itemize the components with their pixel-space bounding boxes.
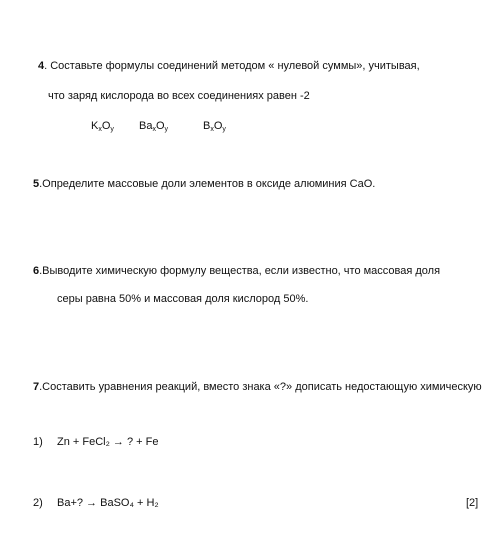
formula-kxoy — [91, 120, 114, 132]
equation-1-index: 1) — [33, 436, 43, 448]
q6-line2: серы равна 50% и массовая доля кислород 50%. — [57, 293, 309, 305]
equation-2 — [33, 497, 159, 509]
q6-text-1: .Выводите химическую формулу вещества, если известно, что массовая доля — [39, 265, 441, 277]
formula-element-4: O — [155, 120, 165, 132]
equation-1-text: Zn + FeCl₂ → ? + Fe — [57, 436, 159, 448]
formula-sub-2: y — [110, 126, 114, 133]
q5-line — [33, 178, 375, 190]
formula-element-5: B — [203, 120, 211, 132]
q4-line2: что заряд кислорода во всех соединениях равен -2 — [48, 90, 310, 102]
formula-element-6: O — [213, 120, 223, 132]
formula-element-2: O — [101, 120, 111, 132]
q4-number: 4 — [38, 60, 45, 72]
formula-sub-5: x — [210, 126, 214, 133]
formula-sub-1: x — [98, 126, 102, 133]
formula-sub-6: y — [222, 126, 226, 133]
equation-1 — [33, 436, 158, 448]
formula-bxoy — [203, 120, 226, 132]
q6-line1 — [33, 265, 440, 277]
formula-element-1: K — [91, 120, 99, 132]
formula-sub-3: x — [152, 126, 156, 133]
marks-label: [2] — [466, 497, 479, 509]
q7-number: 7 — [33, 381, 40, 393]
q6-number: 6 — [33, 265, 40, 277]
q7-line — [33, 381, 482, 393]
equation-2-text: Ba+? → BaSO₄ + H₂ — [57, 497, 159, 509]
q5-text: .Определите массовые доли элементов в оксиде алюминия CaO. — [39, 178, 376, 190]
q4-line1 — [38, 60, 420, 72]
formula-baxoy — [139, 120, 168, 132]
equation-2-index: 2) — [33, 497, 43, 509]
q7-text: .Составить уравнения реакций, вместо знака «?» дописать недостающую химическую — [39, 381, 482, 393]
q5-number: 5 — [33, 178, 40, 190]
formula-sub-4: y — [164, 126, 169, 133]
q4-text-1: . Составьте формулы соединений методом « нулевой суммы», учитывая, — [44, 60, 420, 72]
formula-element-3: Ba — [139, 120, 153, 132]
